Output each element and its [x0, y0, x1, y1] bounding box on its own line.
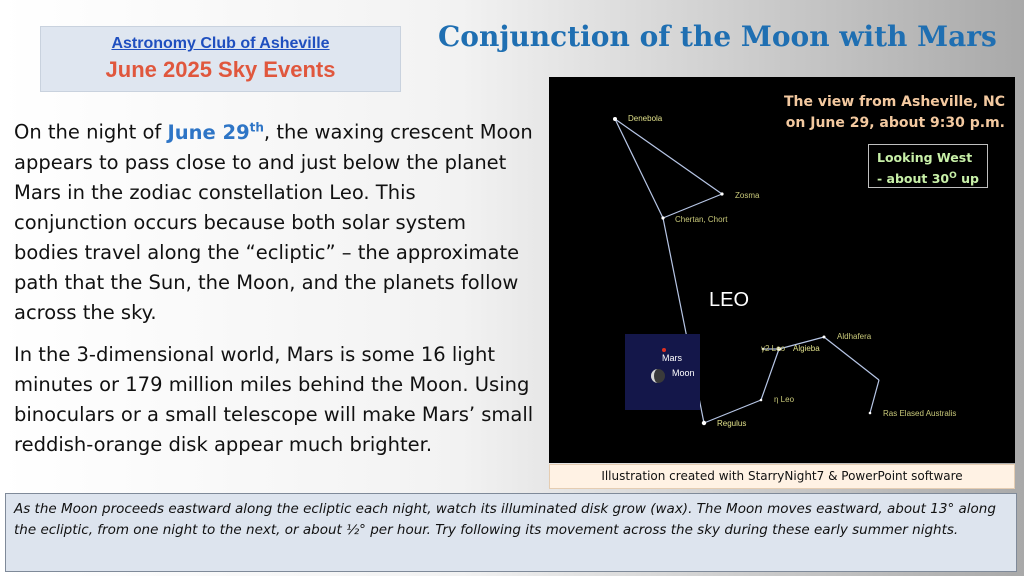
looking-line2-suffix: up	[956, 171, 979, 187]
date-text: June 29	[167, 120, 250, 144]
star-label-regulus: Regulus	[717, 419, 747, 428]
p1-prefix: On the night of	[14, 120, 168, 144]
star-label-denebola: Denebola	[628, 114, 663, 123]
view-caption-line1: The view from Asheville, NC	[783, 94, 1005, 110]
star-label-eta: η Leo	[774, 395, 795, 404]
page-title: Conjunction of the Moon with Mars	[438, 20, 997, 53]
club-header-box	[40, 26, 401, 92]
paragraph-conjunction	[14, 112, 534, 328]
looking-line2	[877, 167, 979, 188]
star-label-algieba: Algieba	[793, 344, 820, 353]
star-label-ras-elased: Ras Elased Australis	[883, 409, 957, 418]
club-name-link[interactable]: Astronomy Club of Asheville	[111, 35, 330, 52]
star-label-zosma: Zosma	[735, 191, 760, 200]
footer-note: As the Moon proceeds eastward along the ecliptic each night, watch its illuminated disk grow (wax). The Moon moves eastward, about 13° along the ecliptic, from one night to the next, or about ½° per hour. Try following its movement across the sky during these early summer nights.	[5, 493, 1017, 572]
star-label-gamma2: γ2 Leo	[761, 344, 786, 353]
mars-label: Mars	[662, 353, 682, 363]
star-denebola-dot	[613, 117, 617, 121]
paragraph-distance: In the 3-dimensional world, Mars is some 16 light minutes or 179 million miles behind the Moon. Using binoculars or a small telescope will make Mars’ small reddish-orange disk appear much brighter.	[14, 342, 534, 456]
moon-label: Moon	[672, 368, 695, 378]
moon-mars-highlight	[625, 334, 700, 410]
constellation-lines	[549, 77, 1015, 463]
degree-sup: O	[949, 171, 957, 181]
looking-direction-box	[868, 144, 988, 188]
view-caption	[784, 92, 1005, 134]
constellation-label: LEO	[709, 289, 750, 311]
looking-line2-prefix: - about 30	[877, 171, 950, 187]
view-caption-line2: on June 29, about 9:30 p.m.	[785, 115, 1005, 131]
p1-rest: , the waxing crescent Moon appears to pass close to and just below the planet Mars in the zodiac constellation Leo. This conjunction occurs because both solar system bodies travel along the “ecliptic” – the approximate path that the Sun, the Moon, and the planets follow across the sky.	[14, 120, 533, 324]
sky-illustration	[549, 77, 1015, 463]
date-suffix: th	[249, 120, 264, 134]
star-label-aldhafera: Aldhafera	[837, 332, 872, 341]
mars-dot	[662, 348, 666, 352]
looking-line1: Looking West	[877, 150, 973, 165]
events-title: June 2025 Sky Events	[105, 57, 336, 82]
body-text	[14, 112, 534, 472]
star-label-chertan: Chertan, Chort	[675, 215, 728, 224]
date-highlight	[167, 121, 263, 144]
illustration-credit: Illustration created with StarryNight7 & PowerPoint software	[549, 464, 1015, 489]
